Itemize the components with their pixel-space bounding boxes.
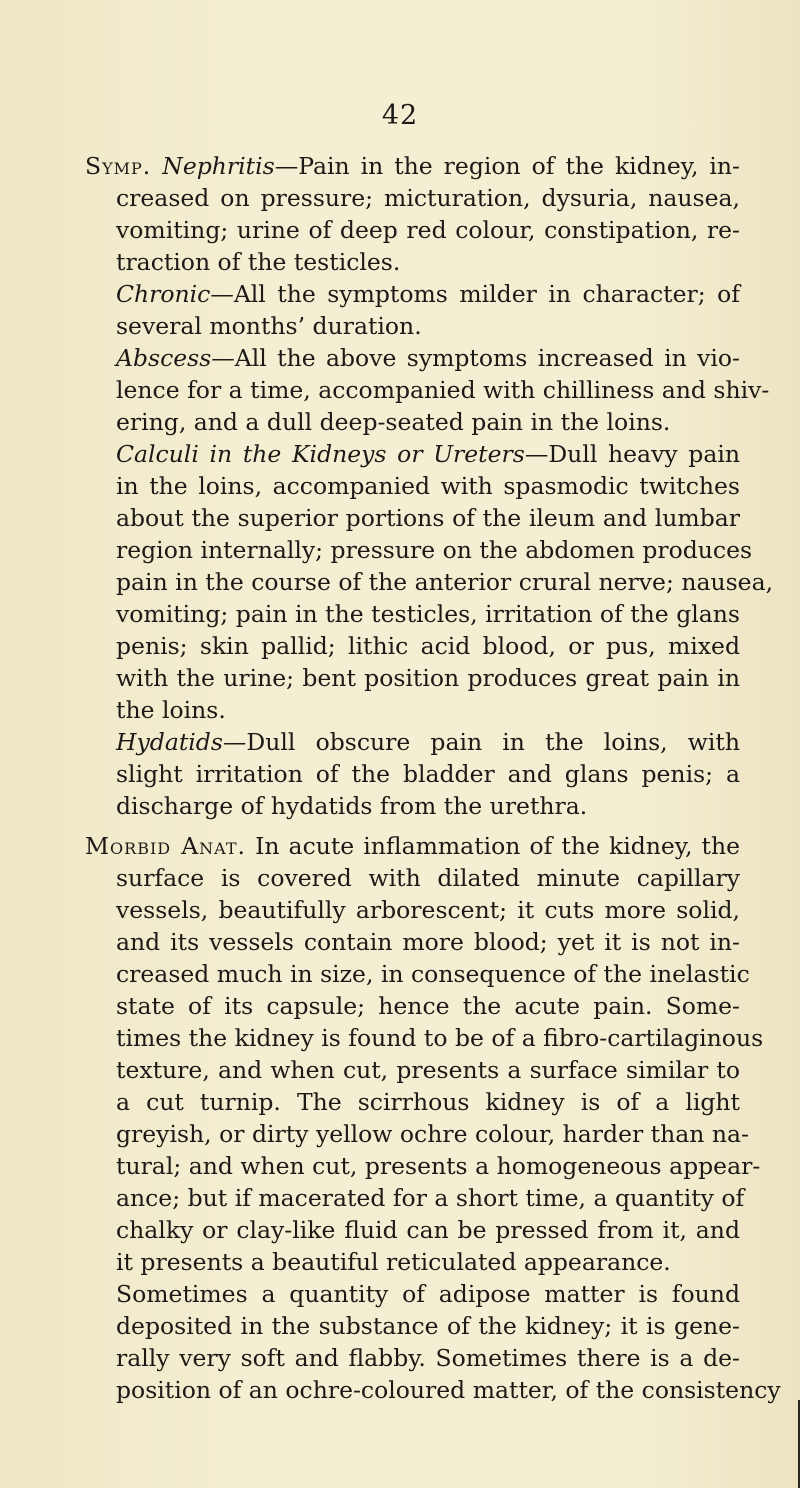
- text-line: in the loins, accompanied with spasmodic twitches: [116, 472, 740, 500]
- symptoms-line-1: [85, 150, 740, 182]
- text-line: deposited in the substance of the kidney; it is gene-: [116, 1312, 740, 1340]
- calculi-text: —Dull heavy pain: [524, 440, 740, 468]
- text-line: vessels, beautifully arborescent; it cuts more solid,: [116, 896, 740, 924]
- text-line: lence for a time, accompanied with chilliness and shiv-: [116, 376, 770, 404]
- text-line: vomiting; urine of deep red colour, constipation, re-: [116, 216, 740, 244]
- abscess-line-1: [85, 342, 740, 374]
- text-line: ering, and a dull deep-seated pain in the loins.: [116, 408, 671, 436]
- morbid-line-1: [85, 830, 740, 862]
- calculi-term: Calculi in the Kidneys or Ureters: [116, 440, 525, 468]
- page-text: [85, 150, 781, 1406]
- text-line: times the kidney is found to be of a fibro-cartilaginous: [116, 1024, 764, 1052]
- text-line: a cut turnip. The scirrhous kidney is of a light: [116, 1088, 740, 1116]
- text-line: it presents a beautiful reticulated appearance.: [116, 1248, 671, 1276]
- text-line: rally very soft and flabby. Sometimes there is a de-: [116, 1344, 740, 1372]
- text-line: discharge of hydatids from the urethra.: [116, 792, 588, 820]
- text-line: creased on pressure; micturation, dysuria, nausea,: [116, 184, 740, 212]
- chronic-line-1: [85, 278, 740, 310]
- abscess-term: Abscess: [116, 344, 212, 372]
- page-number: 42: [381, 100, 419, 131]
- text-line: several months’ duration.: [116, 312, 422, 340]
- morbid-text: In acute inflammation of the kidney, the: [246, 832, 740, 860]
- text-line: ance; but if macerated for a short time, a quantity of: [116, 1184, 745, 1212]
- hydatids-text: —Dull obscure pain in the loins, with: [222, 728, 740, 756]
- text-line: with the urine; bent position produces great pain in: [116, 664, 740, 692]
- symptoms-heading: Symp.: [85, 152, 152, 180]
- text-line: traction of the testicles.: [116, 248, 401, 276]
- text-line: chalky or clay-like fluid can be pressed from it, and: [116, 1216, 740, 1244]
- hydatids-term: Hydatids: [116, 728, 223, 756]
- text-line: texture, and when cut, presents a surface similar to: [116, 1056, 740, 1084]
- text-line: about the superior portions of the ileum and lumbar: [116, 504, 740, 532]
- text-line: tural; and when cut, presents a homogeneous appear-: [116, 1152, 761, 1180]
- abscess-text: —All the above symptoms increased in vio-: [211, 344, 740, 372]
- text-line: and its vessels contain more blood; yet it is not in-: [116, 928, 740, 956]
- morbid-anatomy-heading: Morbid Anat.: [85, 832, 246, 860]
- text-line: greyish, or dirty yellow ochre colour, harder than na-: [116, 1120, 749, 1148]
- text-line: state of its capsule; hence the acute pain. Some-: [116, 992, 740, 1020]
- text-line: vomiting; pain in the testicles, irritation of the glans: [116, 600, 740, 628]
- text-line: region internally; pressure on the abdomen produces: [116, 536, 753, 564]
- text-line: Sometimes a quantity of adipose matter is found: [116, 1280, 740, 1308]
- calculi-line-1: [85, 438, 740, 470]
- nephritis-term: Nephritis: [162, 152, 275, 180]
- text-line: surface is covered with dilated minute capillary: [116, 864, 740, 892]
- section-gap: [85, 822, 740, 830]
- text-line: the loins.: [116, 696, 226, 724]
- text-line: pain in the course of the anterior crural nerve; nausea,: [116, 568, 774, 596]
- text-line: slight irritation of the bladder and glans penis; a: [116, 760, 740, 788]
- nephritis-text: —Pain in the region of the kidney, in-: [274, 152, 740, 180]
- chronic-text: —All the symptoms milder in character; of: [210, 280, 740, 308]
- text-line: position of an ochre-coloured matter, of the consistency: [116, 1376, 781, 1404]
- text-line: penis; skin pallid; lithic acid blood, or pus, mixed: [116, 632, 740, 660]
- hydatids-line-1: [85, 726, 740, 758]
- text-line: creased much in size, in consequence of the inelastic: [116, 960, 750, 988]
- chronic-term: Chronic: [116, 280, 211, 308]
